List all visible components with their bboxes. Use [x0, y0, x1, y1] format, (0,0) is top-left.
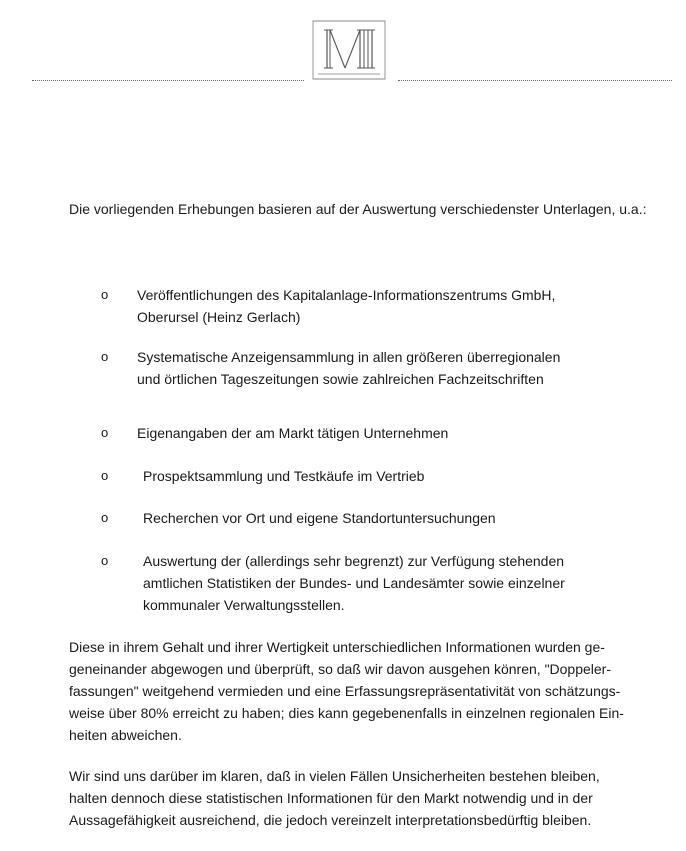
bullet-line: kommunaler Verwaltungsstellen.	[143, 597, 345, 613]
document-body	[69, 198, 659, 828]
bullet-marker: o	[101, 553, 109, 568]
bullet-text	[143, 507, 643, 529]
header-rule-left	[32, 80, 304, 81]
paragraph-line: geneinander abgewogen und überprüft, so daß wir davon ausgehen könren, "Doppeler-	[69, 661, 612, 677]
paragraph-uncertainty	[69, 765, 659, 831]
bullet-text	[137, 284, 637, 328]
bullet-line: Eigenangaben der am Markt tätigen Unternehmen	[137, 425, 449, 441]
paragraph-line: halten dennoch diese statistischen Informationen für den Markt notwendig und in der	[69, 790, 593, 806]
paragraph-line: fassungen" weitgehend vermieden und eine Erfassungsrepräsentativität von schätzungs-	[69, 683, 621, 699]
bullet-marker: o	[101, 468, 109, 483]
bullet-line: und örtlichen Tageszeitungen sowie zahlreichen Fachzeitschriften	[137, 371, 544, 387]
paragraph-line: weise über 80% erreicht zu haben; dies kann gegebenenfalls in einzelnen regionalen Ein-	[69, 705, 624, 721]
bullet-line: Veröffentlichungen des Kapitalanlage-Informationszentrums GmbH,	[137, 287, 556, 303]
bullet-line: Prospektsammlung und Testkäufe im Vertrieb	[143, 468, 425, 484]
bullet-text	[143, 550, 643, 616]
paragraph-line: Diese in ihrem Gehalt und ihrer Wertigkeit unterschiedlichen Informationen wurden ge-	[69, 639, 605, 655]
header-rule-right	[398, 80, 672, 81]
paragraph-sources-assessment	[69, 636, 659, 746]
paragraph-line: heiten abweichen.	[69, 727, 182, 743]
bullet-line: Recherchen vor Ort und eigene Standortuntersuchungen	[143, 510, 496, 526]
bullet-text	[137, 422, 637, 444]
bullet-marker: o	[101, 349, 109, 364]
bullet-marker: o	[101, 510, 109, 525]
bullet-line: amtlichen Statistiken der Bundes- und Landesämter sowie einzelner	[143, 575, 565, 591]
bullet-marker: o	[101, 425, 109, 440]
bullet-line: Oberursel (Heinz Gerlach)	[137, 309, 301, 325]
page-header	[0, 0, 686, 100]
intro-paragraph: Die vorliegenden Erhebungen basieren auf der Auswertung verschiedenster Unterlagen, u.a.:	[69, 201, 647, 217]
paragraph-line: Aussagefähigkeit ausreichend, die jedoch vereinzelt interpretationsbedürftig bleiben.	[69, 812, 592, 828]
bullet-line: Auswertung der (allerdings sehr begrenzt) zur Verfügung stehenden	[143, 553, 565, 569]
bullet-text	[137, 346, 637, 390]
bullet-marker: o	[101, 287, 109, 302]
monogram-m-logo	[310, 18, 388, 82]
paragraph-line: Wir sind uns darüber im klaren, daß in vielen Fällen Unsicherheiten bestehen bleiben,	[69, 768, 600, 784]
bullet-line: Systematische Anzeigensammlung in allen größeren überregionalen	[137, 349, 561, 365]
bullet-text	[143, 465, 643, 487]
